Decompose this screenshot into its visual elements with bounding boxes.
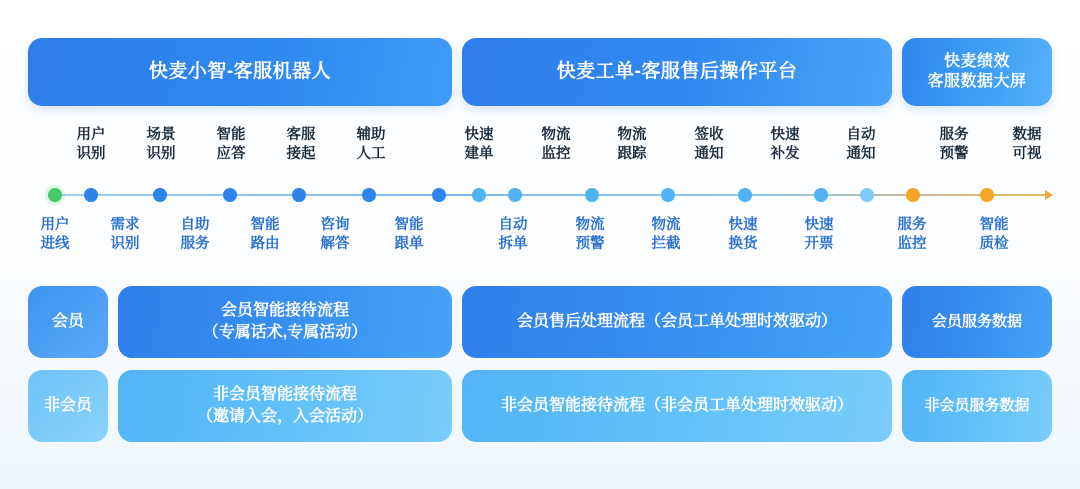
nonmember-row (28, 370, 1052, 442)
member-row (28, 286, 1052, 358)
flow-node-4 (292, 188, 306, 202)
flow-top-label-4: 辅助 人工 (356, 127, 386, 162)
flow-node-9 (585, 188, 599, 202)
flow-node-13 (860, 188, 874, 202)
flow-node-0 (48, 188, 62, 202)
flow-top-label-8: 签收 通知 (694, 127, 724, 162)
flow-node-12 (814, 188, 828, 202)
banner-robot-label: 快麦小智-客服机器人 (148, 61, 332, 83)
flow-bottom-label-6: 自动 拆单 (498, 217, 528, 252)
flow-node-10 (661, 188, 675, 202)
nonmember-tag: 非会员 (28, 370, 108, 442)
flow-bottom-label-7: 物流 预警 (575, 217, 605, 252)
flow-node-11 (738, 188, 752, 202)
flow-bottom-label-2: 自助 服务 (180, 217, 210, 252)
flow-node-2 (153, 188, 167, 202)
segment-rows (28, 286, 1052, 454)
flow-axis-arrow (48, 194, 1052, 196)
member-service-data: 会员服务数据 (902, 286, 1052, 358)
flow-bottom-label-0: 用户 进线 (40, 217, 70, 252)
flow-top-label-9: 快速 补发 (770, 127, 800, 162)
flow-bottom-label-11: 服务 监控 (897, 217, 927, 252)
banner-robot (28, 38, 452, 106)
banner-performance-label-line2: 客服数据大屏 (927, 73, 1027, 90)
flow-top-label-5: 快速 建单 (464, 127, 494, 162)
banner-row (28, 38, 1052, 106)
flow-node-8 (508, 188, 522, 202)
flow-bottom-label-1: 需求 识别 (110, 217, 140, 252)
flow-top-label-12: 数据 可视 (1012, 127, 1042, 162)
member-tag: 会员 (28, 286, 108, 358)
nonmember-reception-flow: 非会员智能接待流程 （邀请入会，入会活动） (118, 370, 452, 442)
flow-top-label-3: 客服 接起 (286, 127, 316, 162)
flow-top-label-7: 物流 跟踪 (617, 127, 647, 162)
flow-node-3 (223, 188, 237, 202)
banner-ticket-label: 快麦工单-客服售后操作平台 (556, 61, 798, 83)
member-reception-flow: 会员智能接待流程 （专属话术,专属活动） (118, 286, 452, 358)
flow-node-14 (906, 188, 920, 202)
flow-node-7 (472, 188, 486, 202)
flow-bottom-label-5: 智能 跟单 (394, 217, 424, 252)
banner-ticket (462, 38, 892, 106)
flow-node-6 (432, 188, 446, 202)
flow-top-label-2: 智能 应答 (216, 127, 246, 162)
process-flow (40, 128, 1052, 263)
nonmember-service-data: 非会员服务数据 (902, 370, 1052, 442)
flow-bottom-label-10: 快速 开票 (804, 217, 834, 252)
flow-top-label-11: 服务 预警 (939, 127, 969, 162)
flow-bottom-label-12: 智能 质检 (979, 217, 1009, 252)
flow-bottom-label-3: 智能 路由 (250, 217, 280, 252)
flow-bottom-label-4: 咨询 解答 (320, 217, 350, 252)
flow-bottom-label-8: 物流 拦截 (651, 217, 681, 252)
flow-top-label-10: 自动 通知 (846, 127, 876, 162)
flow-node-5 (362, 188, 376, 202)
banner-performance (902, 38, 1052, 106)
flow-top-label-0: 用户 识别 (76, 127, 106, 162)
flow-top-label-1: 场景 识别 (146, 127, 176, 162)
member-aftersales-flow: 会员售后处理流程（会员工单处理时效驱动） (462, 286, 892, 358)
banner-performance-label-line1: 快麦绩效 (943, 53, 1010, 70)
flow-node-1 (84, 188, 98, 202)
nonmember-aftersales-flow: 非会员智能接待流程（非会员工单处理时效驱动） (462, 370, 892, 442)
flow-node-15 (980, 188, 994, 202)
flow-top-label-6: 物流 监控 (541, 127, 571, 162)
flow-bottom-label-9: 快速 换货 (728, 217, 758, 252)
